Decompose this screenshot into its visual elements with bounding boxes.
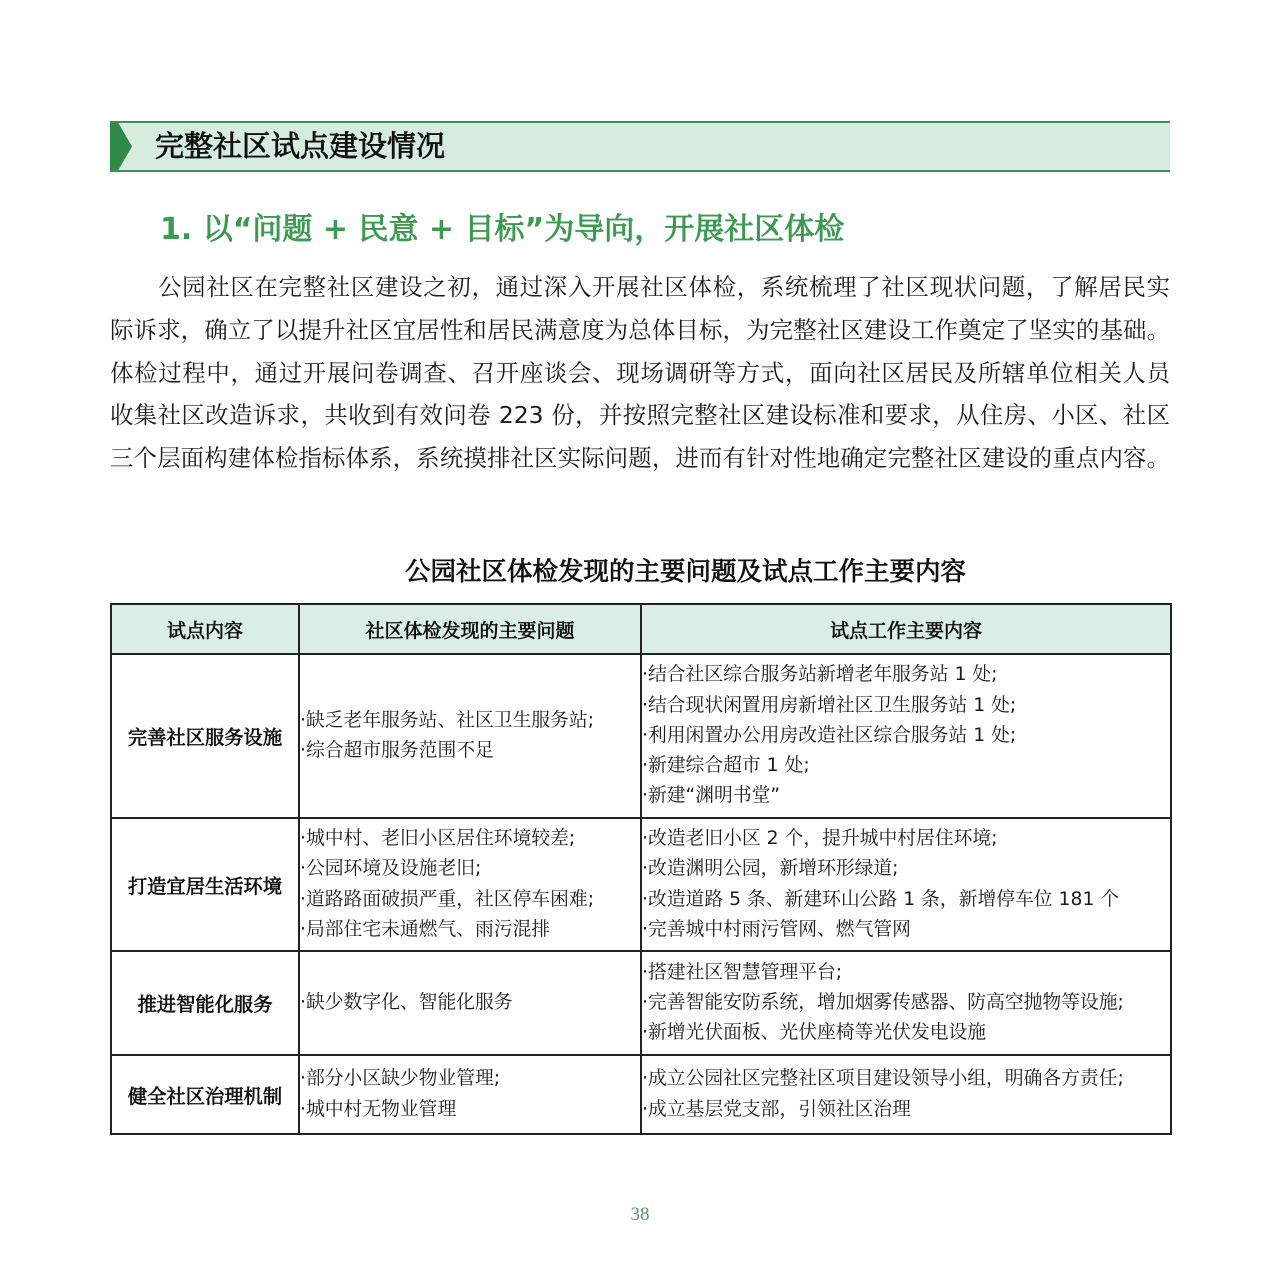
page-number: 38 xyxy=(630,1204,650,1225)
action-item: ·结合现状闲置用房新增社区卫生服务站 1 处; xyxy=(642,694,1017,716)
action-item: ·成立公园社区完整社区项目建设领导小组，明确各方责任; xyxy=(642,1068,1124,1090)
row-problems xyxy=(299,951,641,1055)
header-pilot-content: 试点内容 xyxy=(111,604,299,654)
section-banner xyxy=(110,121,1170,172)
paragraph-line: 公园社区在完整社区建设之初，通过深入开展社区体检，系统梳理了社区现状问题，了解居民实 xyxy=(158,273,1170,301)
action-item: ·新建“渊明书堂” xyxy=(642,785,781,807)
row-problems xyxy=(299,818,641,951)
row-actions xyxy=(641,1055,1171,1134)
row-actions xyxy=(641,951,1171,1055)
problem-item: ·道路路面破损严重，社区停车困难; xyxy=(300,888,595,910)
row-problems xyxy=(299,654,641,818)
subsection-heading: 1. 以“问题 + 民意 + 目标”为导向，开展社区体检 xyxy=(160,212,845,247)
problem-item: ·城中村无物业管理 xyxy=(300,1098,457,1120)
row-category: 完善社区服务设施 xyxy=(111,654,299,818)
problem-item: ·综合超市服务范围不足 xyxy=(300,740,494,761)
paragraph-line: 三个层面构建体检指标体系，系统摸排社区实际问题，进而有针对性地确定完整社区建设的重点内容。 xyxy=(110,444,1170,473)
row-category: 健全社区治理机制 xyxy=(111,1055,299,1134)
paragraph-line: 收集社区改造诉求，共收到有效问卷 223 份，并按照完整社区建设标准和要求，从住房、小区、社区 xyxy=(110,401,1170,430)
action-item: ·改造老旧小区 2 个，提升城中村居住环境; xyxy=(642,827,998,849)
table-row xyxy=(111,951,1171,1055)
table-row xyxy=(111,1055,1171,1134)
action-item: ·新建综合超市 1 处; xyxy=(642,755,810,777)
table-row xyxy=(111,818,1171,951)
action-item: ·结合社区综合服务站新增老年服务站 1 处; xyxy=(642,664,998,686)
row-actions xyxy=(641,654,1171,818)
header-main-problems: 社区体检发现的主要问题 xyxy=(299,604,641,654)
pilot-content-table xyxy=(110,603,1172,1135)
action-item: ·改造道路 5 条、新建环山公路 1 条，新增停车位 181 个 xyxy=(642,888,1120,910)
action-item: ·改造渊明公园，新增环形绿道; xyxy=(642,858,899,880)
row-actions xyxy=(641,818,1171,951)
problem-item: ·城中村、老旧小区居住环境较差; xyxy=(300,827,576,849)
section-title: 完整社区试点建设情况 xyxy=(155,129,446,163)
action-item: ·搭建社区智慧管理平台; xyxy=(642,961,843,983)
problem-item: ·部分小区缺少物业管理; xyxy=(300,1068,501,1090)
table-header-row xyxy=(111,604,1171,654)
row-category: 推进智能化服务 xyxy=(111,951,299,1055)
banner-arrow-icon xyxy=(110,123,132,170)
action-item: ·利用闲置办公用房改造社区综合服务站 1 处; xyxy=(642,724,1017,746)
table-row xyxy=(111,654,1171,818)
header-main-work: 试点工作主要内容 xyxy=(641,604,1171,654)
paragraph-line: 体检过程中，通过开展问卷调查、召开座谈会、现场调研等方式，面向社区居民及所辖单位相关人员 xyxy=(110,358,1170,387)
problem-item: ·缺乏老年服务站、社区卫生服务站; xyxy=(300,709,595,731)
body-paragraph xyxy=(110,266,1170,480)
row-problems xyxy=(299,1055,641,1134)
action-item: ·完善智能安防系统，增加烟雾传感器、防高空抛物等设施; xyxy=(642,991,1124,1013)
paragraph-line: 际诉求，确立了以提升社区宜居性和居民满意度为总体目标，为完整社区建设工作奠定了坚实的基础。 xyxy=(110,315,1170,344)
action-item: ·成立基层党支部，引领社区治理 xyxy=(642,1098,911,1120)
action-item: ·完善城中村雨污管网、燃气管网 xyxy=(642,918,911,940)
table-title: 公园社区体检发现的主要问题及试点工作主要内容 xyxy=(405,557,967,587)
problem-item: ·缺少数字化、智能化服务 xyxy=(300,991,513,1013)
problem-item: ·局部住宅未通燃气、雨污混排 xyxy=(300,918,551,940)
action-item: ·新增光伏面板、光伏座椅等光伏发电设施 xyxy=(642,1022,987,1044)
problem-item: ·公园环境及设施老旧; xyxy=(300,858,482,880)
row-category: 打造宜居生活环境 xyxy=(111,818,299,951)
